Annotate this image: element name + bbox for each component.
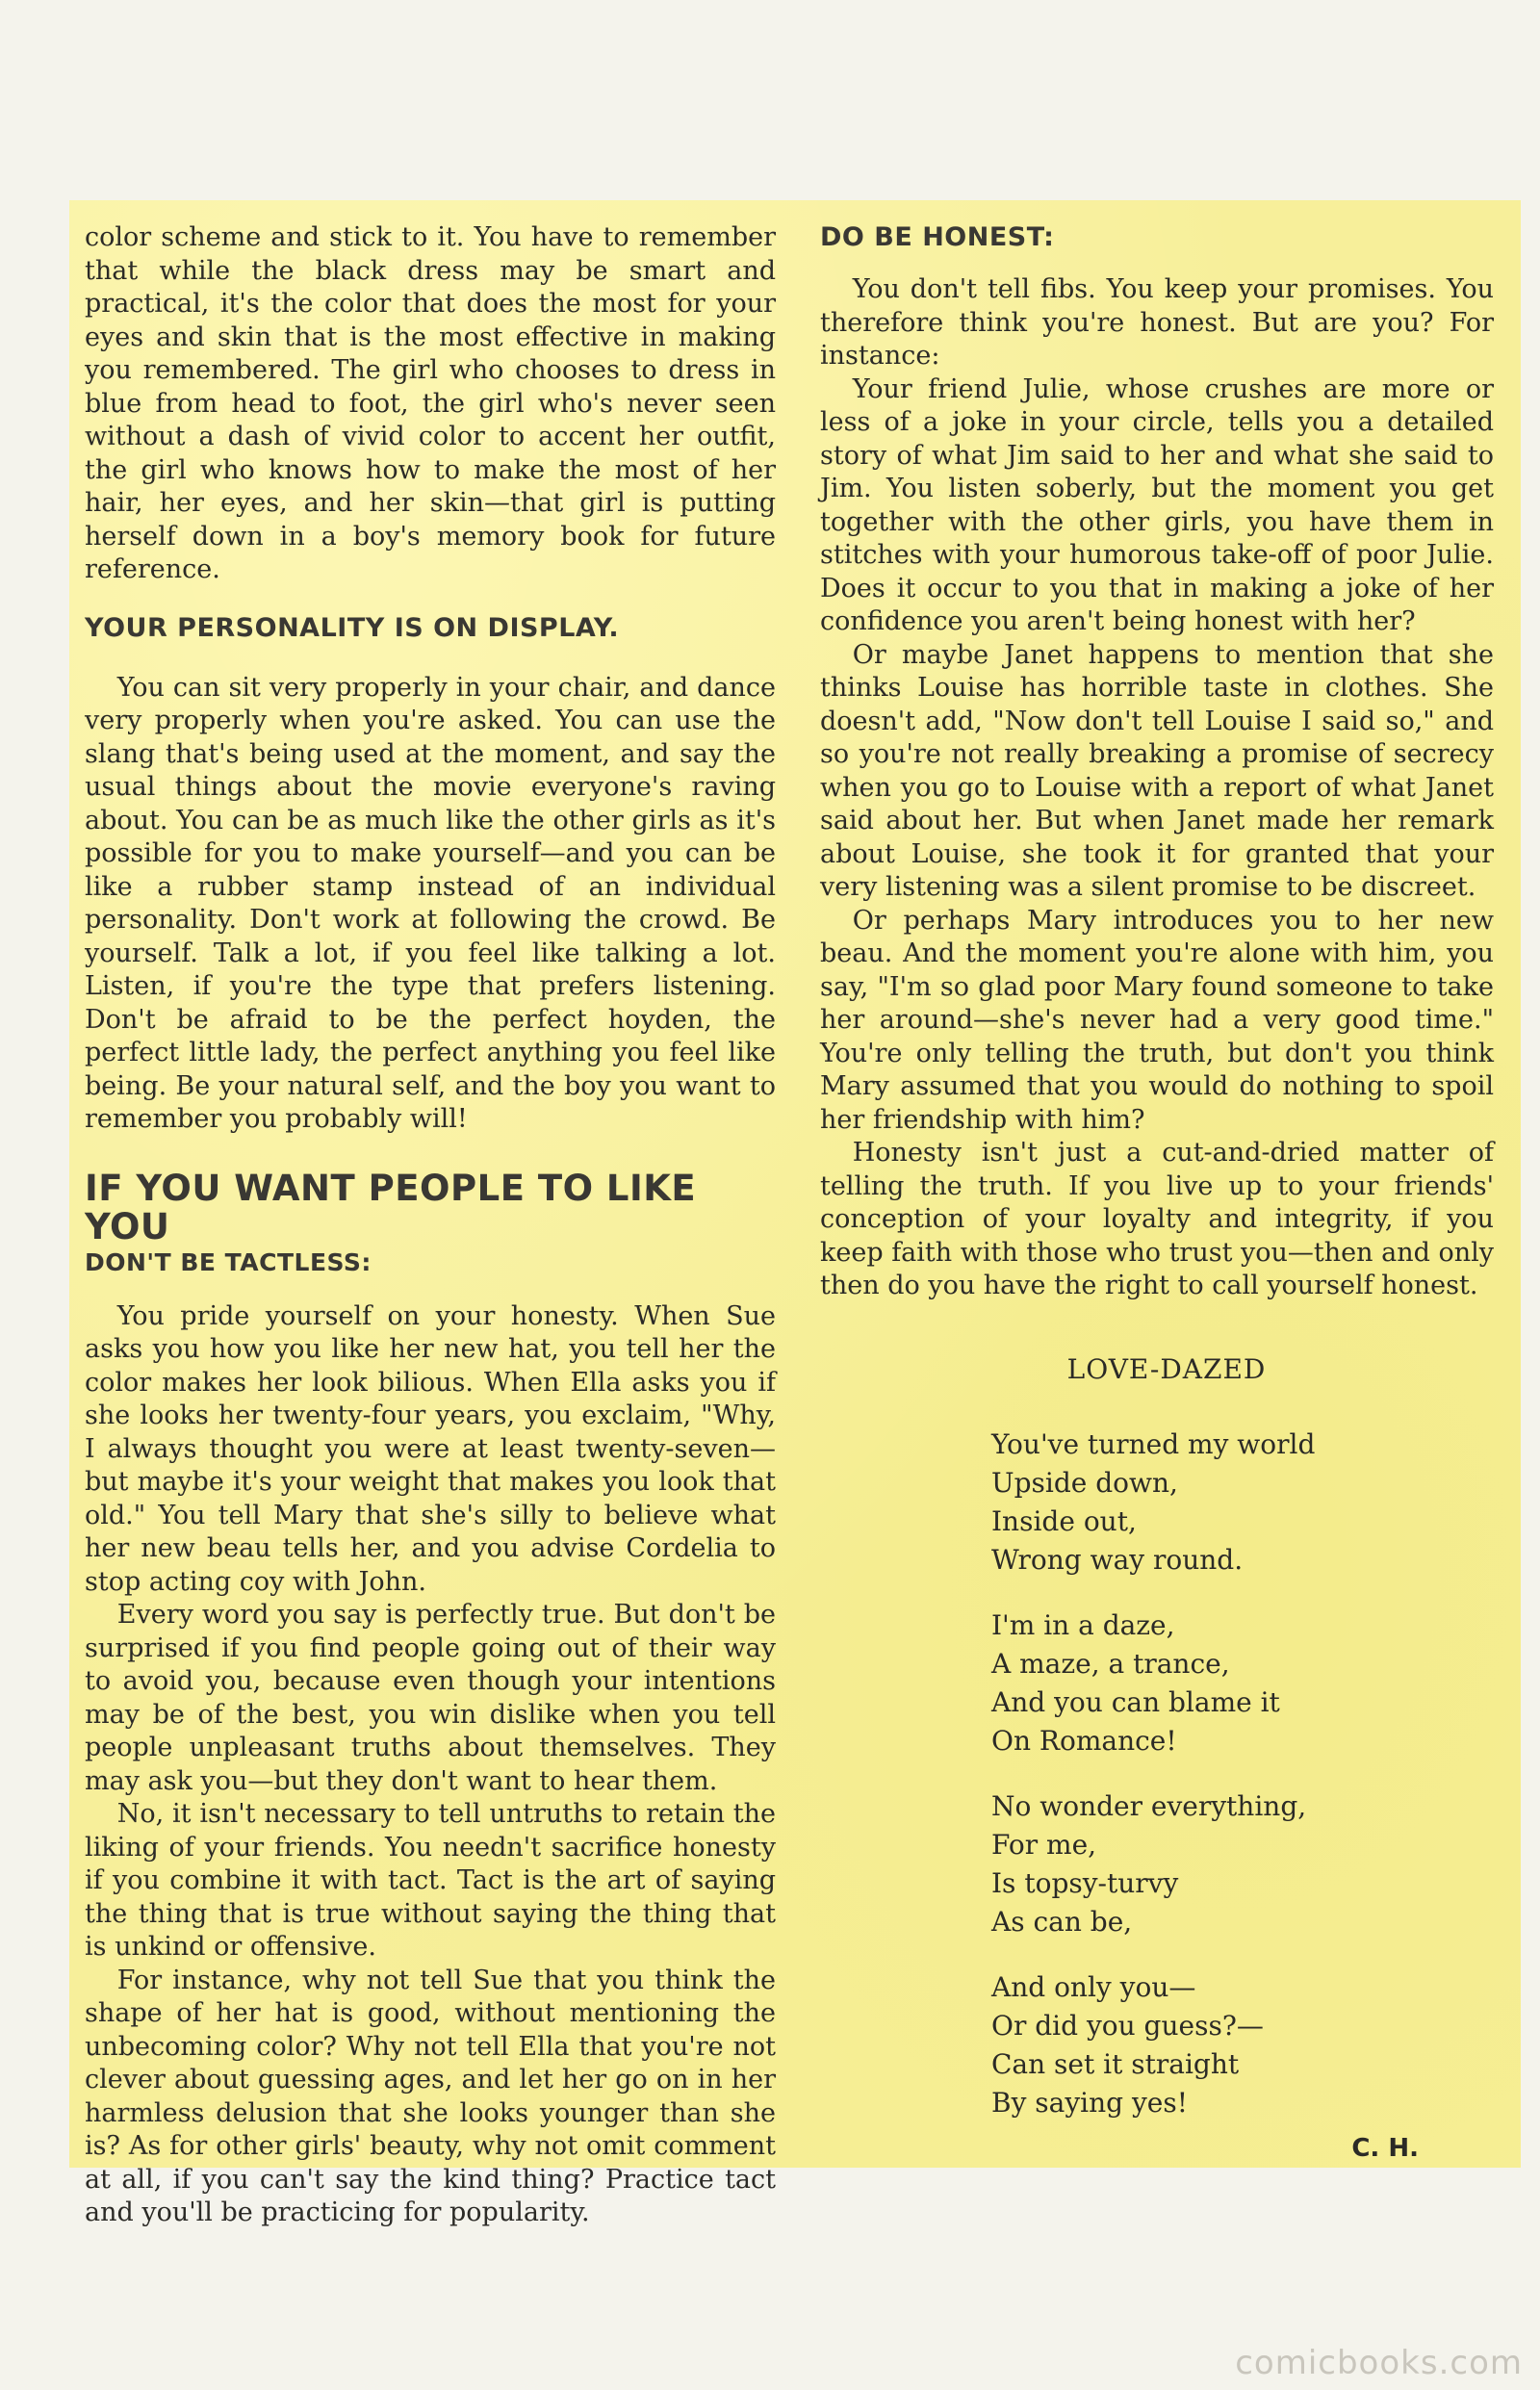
paragraph: For instance, why not tell Sue that you think the shape of her hat is good, without mentioning the unbecoming color? Why not tell Ella that you're not clever about guessing ages, and let her go on in her harmless delusion that she looks younger than she is? As for other girls' beauty, why not omit comment at all, if you can't say the kind thing? Practice tact and you'll be practicing for popularity. [85,1965,776,2227]
paragraph: You don't tell fibs. You keep your promises. You therefore think you're honest. But are you? For instance: [820,274,1494,371]
poem-line: On Romance! [991,1724,1177,1757]
section-heading: YOUR PERSONALITY IS ON DISPLAY. [85,612,620,643]
poem [820,1353,1494,2165]
left-column [85,221,776,2230]
poem-line: I'm in a daze, [991,1608,1175,1641]
poem-line: By saying yes! [991,2086,1188,2119]
poem-line: And you can blame it [991,1685,1280,1718]
poem-line: No wonder everything, [991,1789,1307,1822]
section-heading: DO BE HONEST: [820,222,1055,252]
paragraph: Your friend Julie, whose crushes are more or less of a joke in your circle, tells you a detailed story of what Jim said to her and what she said to Jim. You listen soberly, but the moment you get together with the other girls, you have them in stitches with your humorous take-off of poor Julie. Does it occur to you that in making a joke of her confidence you aren't being honest with her? [820,373,1494,636]
paragraph: color scheme and stick to it. You have to remember that while the black dress may be smart and practical, it's the color that does the most for your eyes and skin that is the most effective in making you remembered. The girl who chooses to dress in blue from head to foot, the girl who's never seen without a dash of vivid color to accent her outfit, the girl who knows how to make the most of her hair, her eyes, and her skin—that girl is putting herself down in a boy's memory book for future reference. [85,222,776,584]
paragraph: No, it isn't necessary to tell untruths to retain the liking of your friends. You needn't sacrifice honesty if you combine it with tact. Tact is the art of saying the thing that is true without saying the thing that is unkind or offensive. [85,1799,776,1962]
poem-stanza [991,1968,1494,2122]
poem-line: As can be, [991,1905,1133,1938]
poem-title: LOVE-DAZED [1066,1353,1267,1385]
poem-line: A maze, a trance, [991,1647,1230,1680]
poem-line: And only you— [991,1970,1196,2003]
poem-line: Wrong way round. [991,1543,1244,1576]
section-subheading: DON'T BE TACTLESS: [85,1247,372,1276]
poem-line: Is topsy-turvy [991,1866,1179,1899]
page-panel [69,200,1521,2227]
poem-stanza [991,1606,1494,1760]
paragraph: Or perhaps Mary introduces you to her new beau. And the moment you're alone with him, you say, "I'm so glad poor Mary found someone to take her around—she's never had a very good time." You're only telling the truth, but don't you think Mary assumed that you would do nothing to spoil her friendship with him? [820,905,1494,1135]
poem-line: Or did you guess?— [991,2009,1264,2042]
right-column [820,221,1494,2163]
poem-line: Upside down, [991,1466,1178,1499]
poem-line: Can set it straight [991,2047,1240,2080]
paragraph: Every word you say is perfectly true. But don't be surprised if you find people going out of their way to avoid you, because even though your intentions may be of the best, you win dislike when you tell people unpleasant truths about themselves. They may ask you—but they don't want to hear them. [85,1600,776,1796]
poem-line: Inside out, [991,1504,1137,1537]
paragraph: Or maybe Janet happens to mention that she thinks Louise has horrible taste in clothes. She doesn't add, "Now don't tell Louise I said so," and so you're not really breaking a promise of secrecy when you go to Louise with a report of what Janet said about her. But when Janet made her remark about Louise, she took it for granted that your very listening was a silent promise to be discreet. [820,639,1494,902]
paragraph: You pride yourself on your honesty. When Sue asks you how you like her new hat, you tell her the color makes her look bilious. When Ella asks you if she looks her twenty-four years, you exclaim, "Why, I always thought you were at least twenty-seven—but maybe it's your weight that makes you look that old." You tell Mary that she's silly to believe what her new beau tells her, and you advise Cordelia to stop acting coy with John. [85,1300,776,1597]
paragraph: Honesty isn't just a cut-and-dried matter of telling the truth. If you live up to your friends' conception of your loyalty and integrity, if you keep faith with those who trust you—then and only then do you have the right to call yourself honest. [820,1138,1494,1300]
paragraph: You can sit very properly in your chair, and dance very properly when you're asked. You can use the slang that's being used at the moment, and say the usual things about the movie everyone's raving about. You can be as much like the other girls as it's possible for you to make yourself—and you can be like a rubber stamp instead of an individual personality. Don't work at following the crowd. Be yourself. Talk a lot, if you feel like talking a lot. Listen, if you're the type that prefers listening. Don't be afraid to be the perfect hoyden, the perfect little lady, the perfect anything you feel like being. Be your natural self, and the boy you want to remember you probably will! [85,672,776,1134]
poem-stanza [991,1787,1494,1941]
poem-line: For me, [991,1828,1097,1861]
poem-stanza [991,1426,1494,1580]
poem-line: You've turned my world [991,1427,1316,1460]
section-heading: IF YOU WANT PEOPLE TO LIKE YOU [85,1167,697,1247]
watermark: comicbooks.com [1235,2344,1523,2382]
poem-signature: C. H. [1351,2133,1419,2163]
